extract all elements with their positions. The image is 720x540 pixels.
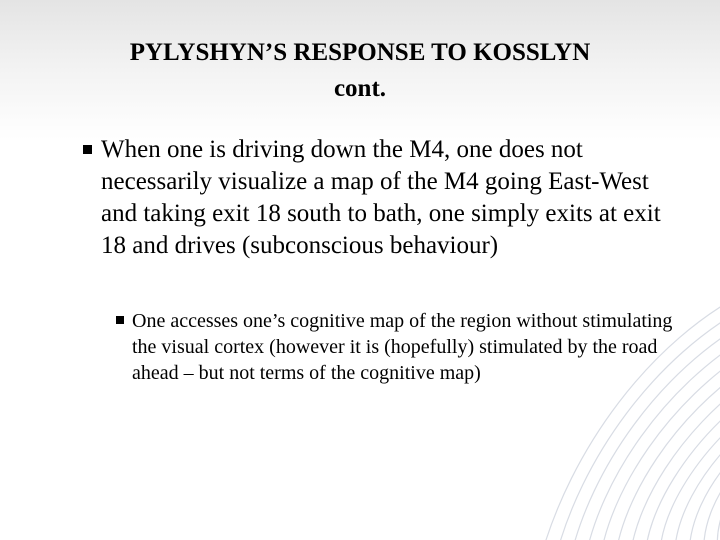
slide-title [60, 35, 660, 107]
bullet-text: When one is driving down the M4, one does not necessarily visualize a map of the M4 going East-West and taking exit 18 south to bath, one simply exits at exit 18 and drives (subconscious behaviour) [101, 136, 661, 259]
bullet-item [101, 134, 681, 262]
sub-bullet-text: One accesses one’s cognitive map of the region without stimulating the visual cortex (however it is (hopefully) stimulated by the road ahead – but not terms of the cognitive map) [132, 310, 673, 384]
sub-bullet-item [132, 308, 677, 386]
square-bullet-icon [83, 145, 92, 154]
slide-title-line-2: cont. [333, 75, 387, 102]
slide-title-line-1: PYLYSHYN’S RESPONSE TO KOSSLYN [129, 39, 591, 66]
curved-lines-decoration [450, 250, 720, 540]
square-bullet-icon [116, 316, 124, 324]
